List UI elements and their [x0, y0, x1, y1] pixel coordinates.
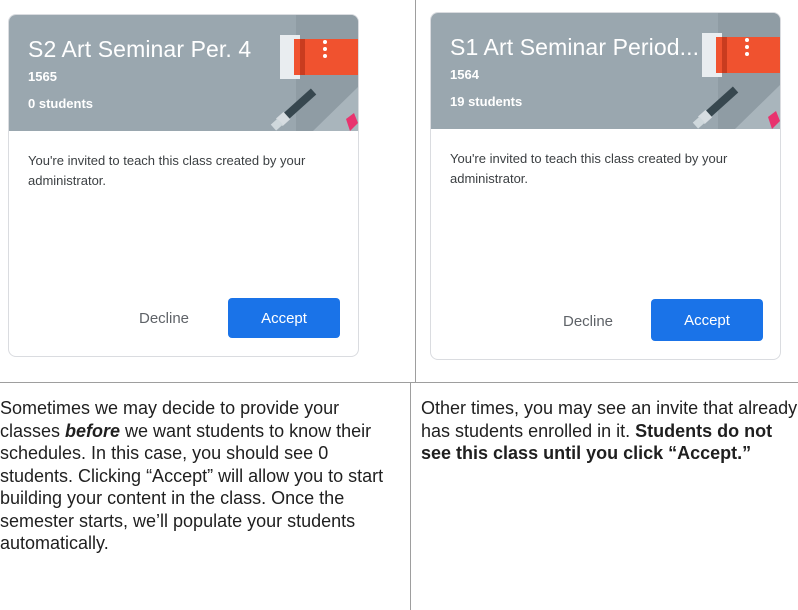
caption-bold: Students do not see this class until you click “Accept.”: [421, 420, 773, 463]
invite-message: You're invited to teach this class created by your administrator.: [28, 153, 306, 188]
art-supplies-illustration: [258, 15, 358, 131]
explanation-before-semester: [0, 397, 400, 555]
caption-text: Other times, you may see an invite that already has students enrolled in it.: [421, 398, 798, 441]
row-divider: [0, 382, 798, 383]
invite-message: You're invited to teach this class created by your administrator.: [450, 151, 728, 186]
class-title[interactable]: S1 Art Seminar Period...: [450, 34, 700, 60]
explanation-enrolled-invite: [421, 397, 798, 465]
class-title[interactable]: S2 Art Seminar Per. 4: [28, 36, 252, 62]
card-header[interactable]: [9, 15, 358, 131]
class-invite-card[interactable]: [8, 14, 359, 357]
more-options-icon[interactable]: [313, 37, 337, 61]
column-divider-bottom: [410, 382, 411, 610]
accept-button[interactable]: Accept: [651, 299, 763, 341]
card-header[interactable]: [431, 13, 780, 129]
art-supplies-illustration: [680, 13, 780, 129]
caption-text: we want students to know their schedules. In this case, you should see 0 students. Clicking “Accept” will allow you to start building your content in the class. Once the semester starts, we’ll populate your students automatically.: [0, 420, 384, 553]
student-count: 19 students: [450, 94, 523, 109]
decline-button[interactable]: Decline: [139, 310, 190, 327]
class-section: 1564: [450, 67, 479, 82]
caption-emphasis: before: [65, 420, 121, 441]
class-invite-card[interactable]: [430, 12, 781, 360]
accept-button[interactable]: Accept: [228, 298, 340, 338]
more-options-icon[interactable]: [735, 35, 759, 59]
decline-button[interactable]: Decline: [563, 313, 614, 330]
caption-text: Sometimes we may decide to provide your classes: [0, 398, 340, 441]
class-section: 1565: [28, 69, 57, 84]
column-divider-top: [415, 0, 416, 382]
student-count: 0 students: [28, 96, 94, 111]
